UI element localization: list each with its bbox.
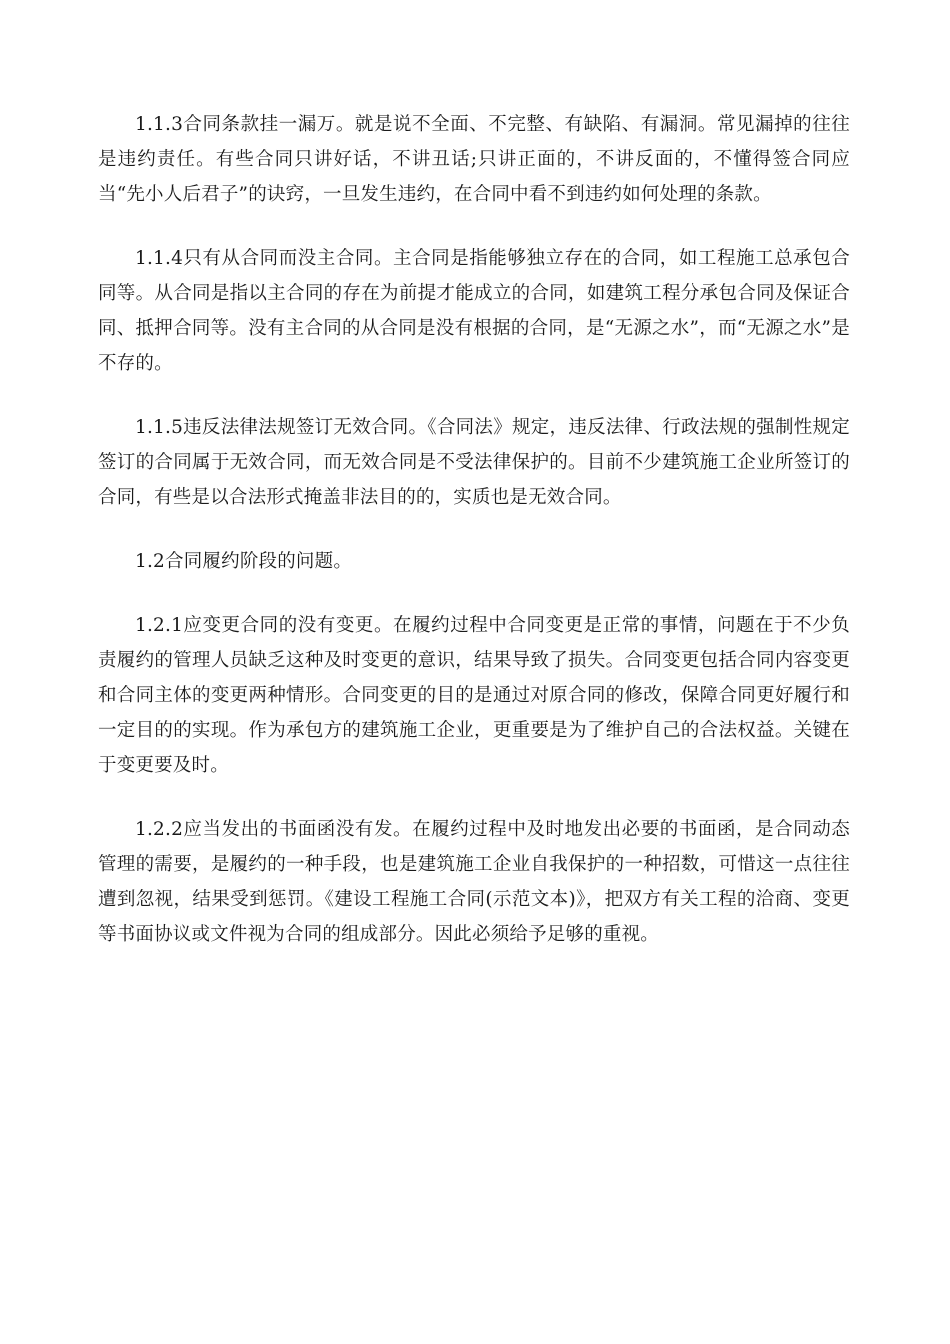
paragraph-1-1-4: 1.1.4只有从合同而没主合同。主合同是指能够独立存在的合同，如工程施工总承包合同等。从合同是指以主合同的存在为前提才能成立的合同，如建筑工程分承包合同及保证合同、抵押合同等。没有主合同的从合同是没有根据的合同，是“无源之水”，而“无源之水”是不存的。 — [98, 248, 850, 374]
section-heading-1-2: 1.2合同履约阶段的问题。 — [135, 551, 353, 572]
paragraph-1-2-1: 1.2.1应变更合同的没有变更。在履约过程中合同变更是正常的事情，问题在于不少负责履约的管理人员缺乏这种及时变更的意识，结果导致了损失。合同变更包括合同内容变更和合同主体的变更两种情形。合同变更的目的是通过对原合同的修改，保障合同更好履行和一定目的的实现。作为承包方的建筑施工企业，更重要是为了维护自己的合法权益。关键在于变更要及时。 — [98, 615, 850, 776]
document-body — [98, 107, 850, 981]
paragraph-1-1-5: 1.1.5违反法律法规签订无效合同。《合同法》规定，违反法律、行政法规的强制性规定签订的合同属于无效合同，而无效合同是不受法律保护的。目前不少建筑施工企业所签订的合同，有些是以合法形式掩盖非法目的的，实质也是无效合同。 — [98, 417, 850, 508]
paragraph-1-1-3: 1.1.3合同条款挂一漏万。就是说不全面、不完整、有缺陷、有漏洞。常见漏掉的往往是违约责任。有些合同只讲好话，不讲丑话;只讲正面的，不讲反面的，不懂得签合同应当“先小人后君子”的诀窍，一旦发生违约，在合同中看不到违约如何处理的条款。 — [98, 114, 850, 205]
paragraph-1-2-2: 1.2.2应当发出的书面函没有发。在履约过程中及时地发出必要的书面函，是合同动态管理的需要，是履约的一种手段，也是建筑施工企业自我保护的一种招数，可惜这一点往往遭到忽视，结果受到惩罚。《建设工程施工合同(示范文本)》，把双方有关工程的洽商、变更等书面协议或文件视为合同的组成部分。因此必须给予足够的重视。 — [98, 819, 850, 945]
